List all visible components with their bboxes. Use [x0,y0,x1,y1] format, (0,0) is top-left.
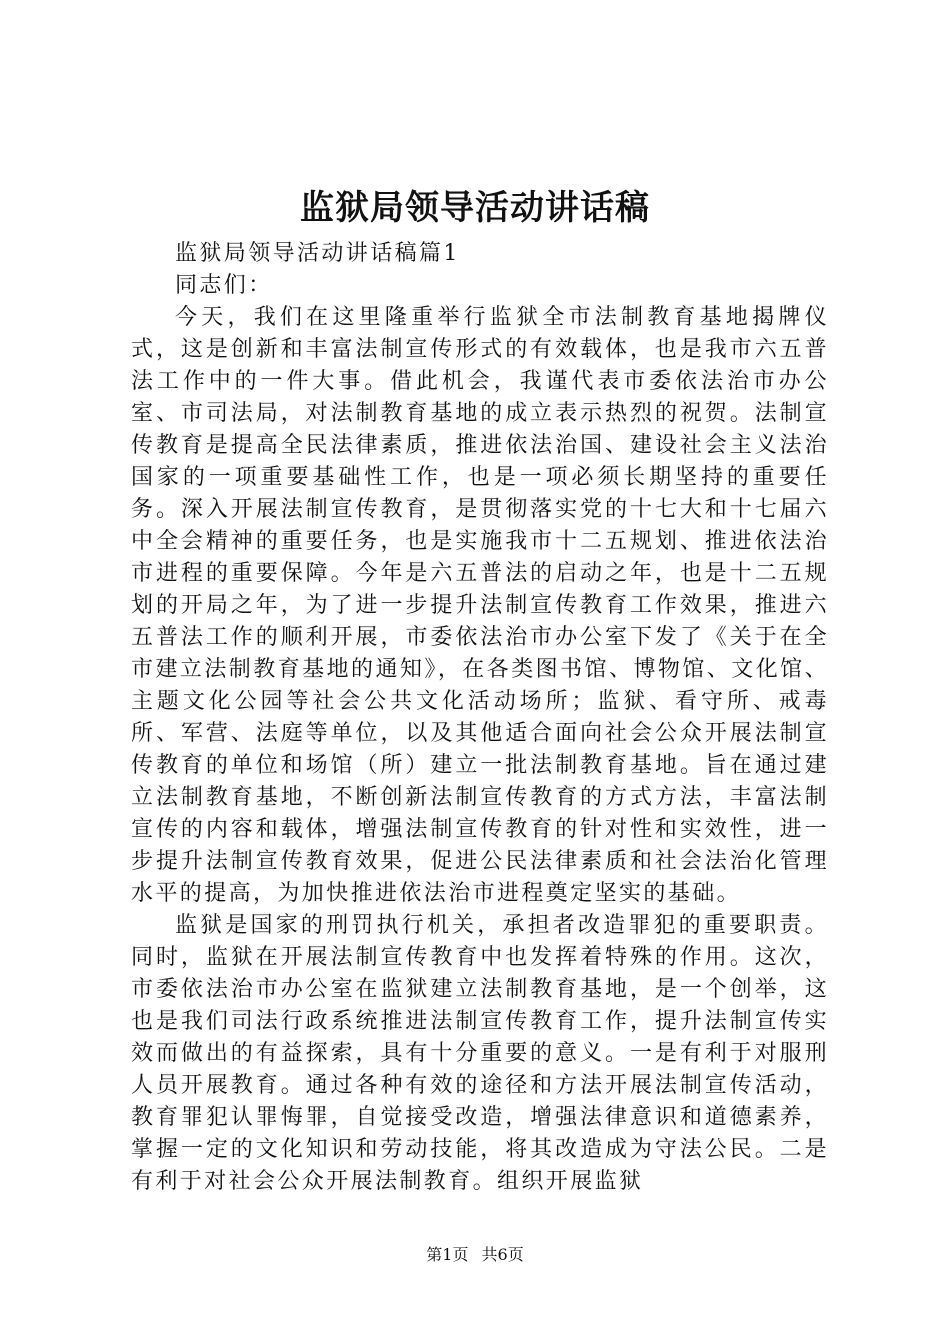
page-number: 第1页 [426,1245,469,1264]
document-title: 监狱局领导活动讲话稿 [300,188,650,228]
page-footer [0,1243,950,1267]
page-total: 共6页 [481,1245,524,1264]
paragraph: 监狱是国家的刑罚执行机关，承担者改造罪犯的重要职责。同时，监狱在开展法制宣传教育中也发挥着特殊的作用。这次，市委依法治市办公室在监狱建立法制教育基地，是一个创举，这也是我们司法行政系统推进法制宣传教育工作，提升法制宣传实效而做出的有益探索，具有十分重要的意义。一是有利于对服刑人员开展教育。通过各种有效的途径和方法开展法制宣传活动，教育罪犯认罪悔罪，自觉接受改造，增强法律意识和道德素养，掌握一定的文化知识和劳动技能，将其改造成为守法公民。二是有利于对社会公众开展法制教育。组织开展监狱 [131,913,829,1194]
document-body [131,238,829,1198]
salutation: 同志们： [175,273,273,298]
paragraph: 今天，我们在这里隆重举行监狱全市法制教育基地揭牌仪式，这是创新和丰富法制宣传形式的有效载体，也是我市六五普法工作中的一件大事。借此机会，我谨代表市委依法治市办公室、市司法局，对法制教育基地的成立表示热烈的祝贺。法制宣传教育是提高全民法律素质，推进依法治国、建设社会主义法治国家的一项重要基础性工作，也是一项必须长期坚持的重要任务。深入开展法制宣传教育，是贯彻落实党的十七大和十七届六中全会精神的重要任务，也是实施我市十二五规划、推进依法治市进程的重要保障。今年是六五普法的启动之年，也是十二五规划的开局之年，为了进一步提升法制宣传教育工作效果，推进六五普法工作的顺利开展，市委依法治市办公室下发了《关于在全市建立法制教育基地的通知》，在各类图书馆、博物馆、文化馆、主题文化公园等社会公共文化活动场所；监狱、看守所、戒毒所、军营、法庭等单位，以及其他适合面向社会公众开展法制宣传教育的单位和场馆（所）建立一批法制教育基地。旨在通过建立法制教育基地，不断创新法制宣传教育的方式方法，丰富法制宣传的内容和载体，增强法制宣传教育的针对性和实效性，进一步提升法制宣传教育效果，促进公民法律素质和社会法治化管理水平的提高，为加快推进依法治市进程奠定坚实的基础。 [131,305,829,906]
document-subtitle: 监狱局领导活动讲话稿篇1 [175,241,460,266]
